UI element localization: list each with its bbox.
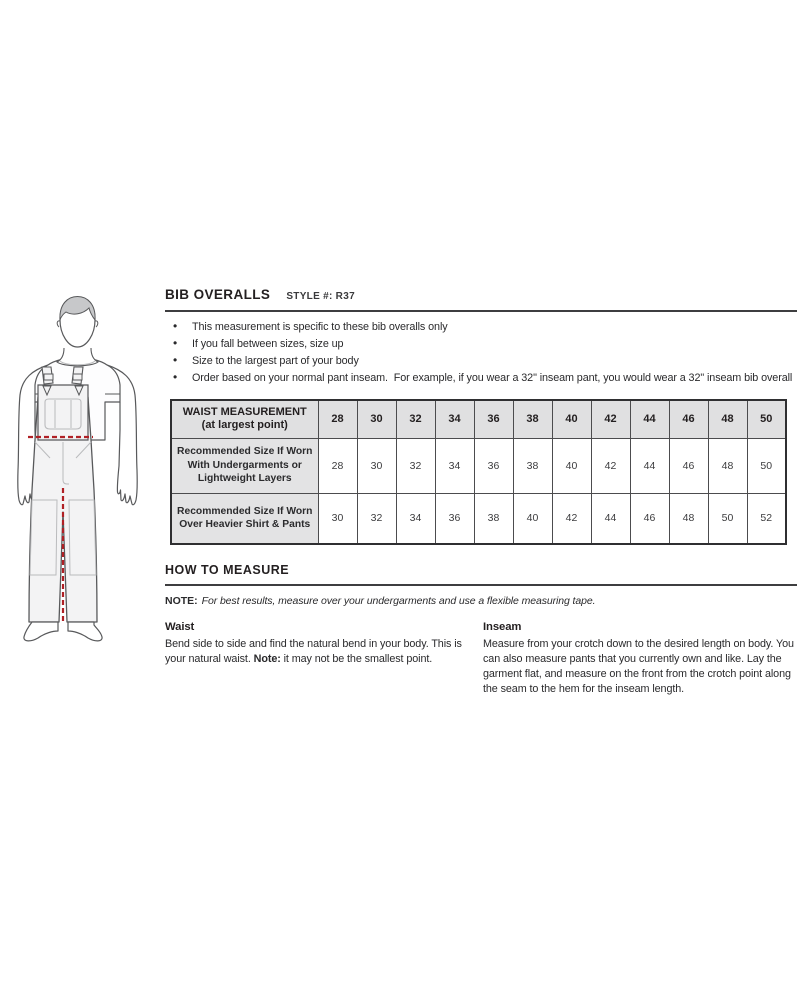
size-header-cell: 42 — [591, 400, 630, 439]
waist-instructions — [165, 637, 465, 667]
size-value-cell: 46 — [669, 438, 708, 493]
bullet-list — [165, 321, 797, 385]
row-label-cell: Recommended Size If Worn Over Heavier Shirt & Pants — [171, 493, 318, 544]
measure-note-text: For best results, measure over your undergarments and use a flexible measuring tape. — [201, 594, 596, 607]
bib-overalls-figure-illustration — [5, 290, 155, 646]
measure-note — [165, 595, 797, 607]
size-value-cell: 42 — [552, 493, 591, 544]
size-table-header-row — [171, 400, 786, 439]
measure-note-label: NOTE: — [165, 594, 198, 607]
inseam-instructions: Measure from your crotch down to the desired length on body. You can also measure pants that you currently own and like. Lay the garment flat, and measure on the front from the crotch point along the seam to the hem for the inseam length. — [483, 637, 794, 695]
size-header-cell: 30 — [357, 400, 396, 439]
size-table-body — [171, 438, 786, 544]
inseam-title: Inseam — [483, 620, 522, 633]
size-value-cell: 50 — [747, 438, 786, 493]
size-header-cell: 34 — [435, 400, 474, 439]
style-number: STYLE #: R37 — [286, 291, 355, 302]
size-header-cell: 40 — [552, 400, 591, 439]
size-header-cell: 36 — [474, 400, 513, 439]
size-value-cell: 40 — [552, 438, 591, 493]
size-value-cell: 42 — [591, 438, 630, 493]
size-header-cell: 32 — [396, 400, 435, 439]
measure-columns — [165, 620, 797, 697]
size-table-row — [171, 438, 786, 493]
inseam-section — [483, 620, 797, 697]
size-value-cell: 30 — [357, 438, 396, 493]
size-value-cell: 36 — [435, 493, 474, 544]
size-value-cell: 48 — [708, 438, 747, 493]
size-value-cell: 52 — [747, 493, 786, 544]
waist-measurement-header — [171, 400, 318, 439]
size-header-cell: 44 — [630, 400, 669, 439]
content-column — [165, 287, 797, 697]
size-table — [170, 399, 787, 545]
size-value-cell: 28 — [318, 438, 357, 493]
how-to-measure-title: HOW TO MEASURE — [165, 563, 797, 586]
row-label-cell: Recommended Size If Worn With Undergarments or Lightweight Layers — [171, 438, 318, 493]
waist-text-after-note: it may not be the smallest point. — [280, 652, 433, 665]
waist-measurement-header-line1: WAIST MEASUREMENT — [182, 406, 307, 418]
size-table-row — [171, 493, 786, 544]
bullet-item: • If you fall between sizes, size up — [173, 338, 797, 351]
size-value-cell: 32 — [357, 493, 396, 544]
size-value-cell: 36 — [474, 438, 513, 493]
size-value-cell: 46 — [630, 493, 669, 544]
size-value-cell: 38 — [474, 493, 513, 544]
size-header-cell: 38 — [513, 400, 552, 439]
bullet-item: • This measurement is specific to these bib overalls only — [173, 321, 797, 334]
size-value-cell: 32 — [396, 438, 435, 493]
size-value-cell: 34 — [435, 438, 474, 493]
size-header-cell: 46 — [669, 400, 708, 439]
size-value-cell: 44 — [630, 438, 669, 493]
size-value-cell: 30 — [318, 493, 357, 544]
bib-overalls-figure — [5, 290, 155, 646]
waist-title: Waist — [165, 620, 195, 633]
size-value-cell: 50 — [708, 493, 747, 544]
title-row — [165, 287, 797, 312]
size-header-cell: 50 — [747, 400, 786, 439]
size-value-cell: 48 — [669, 493, 708, 544]
waist-section — [165, 620, 465, 697]
size-value-cell: 40 — [513, 493, 552, 544]
page-title: BIB OVERALLS — [165, 287, 271, 302]
size-value-cell: 38 — [513, 438, 552, 493]
bullet-item: • Order based on your normal pant inseam. For example, if you wear a 32" inseam pant, you would wear a 32" inseam bib overall — [173, 372, 797, 385]
size-value-cell: 34 — [396, 493, 435, 544]
bullet-item: • Size to the largest part of your body — [173, 355, 797, 368]
size-value-cell: 44 — [591, 493, 630, 544]
size-header-cell: 28 — [318, 400, 357, 439]
waist-text-before-note: Bend side to side and find the natural bend in your body. This is your natural waist. — [165, 637, 462, 665]
size-header-cell: 48 — [708, 400, 747, 439]
waist-note-label: Note: — [253, 652, 281, 665]
waist-measurement-header-line2: (at largest point) — [201, 419, 288, 431]
